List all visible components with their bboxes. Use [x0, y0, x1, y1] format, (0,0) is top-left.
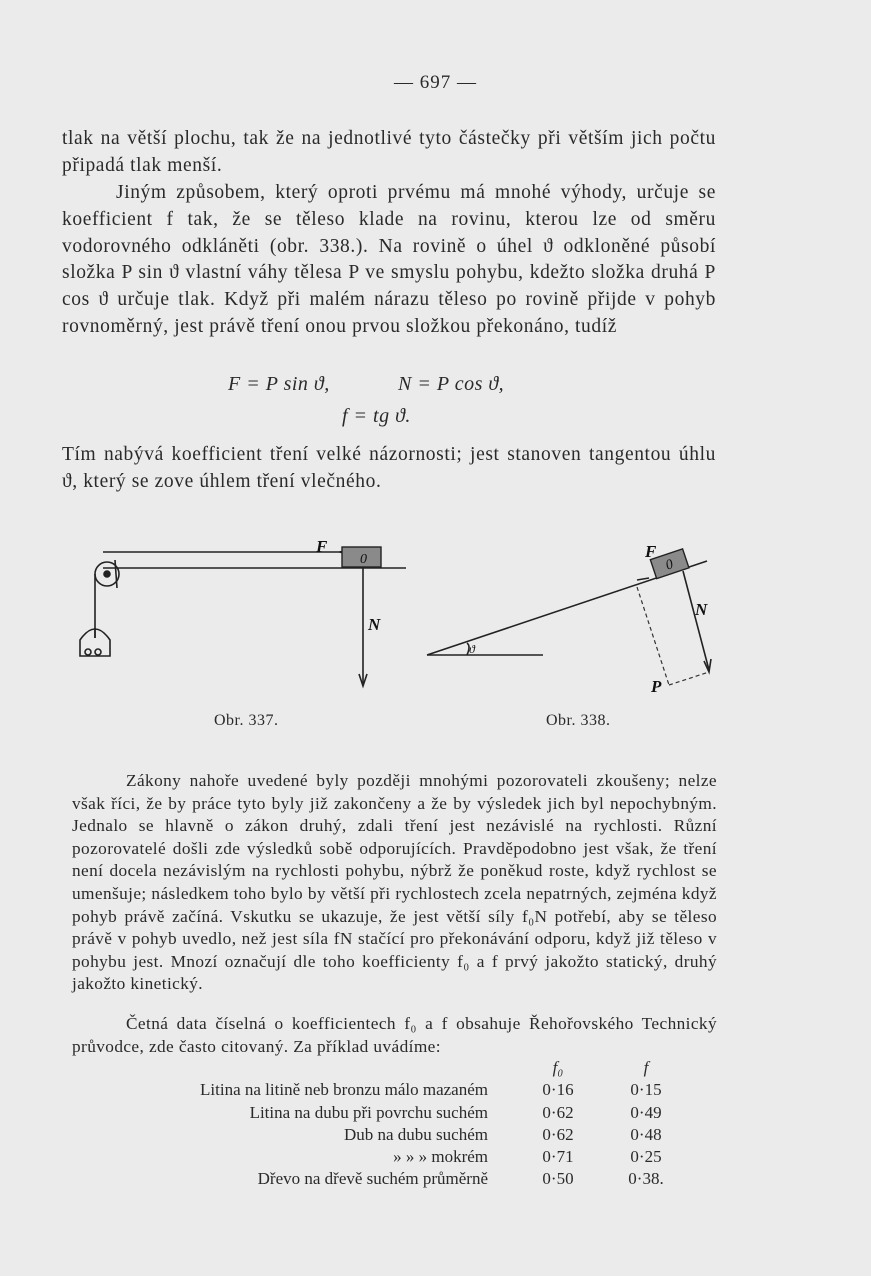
paragraph-data-source: Četná data číselná o koefficientech f₀ a f obsahuje Řehořovského Technický průvodce, zde často citovaný. Za příklad uvádíme:: [72, 1014, 717, 1056]
material-cell: Litina na dubu při povrchu suchém: [249, 1102, 488, 1122]
f-cell: 0·48: [630, 1124, 662, 1144]
f-cell: 0·49: [630, 1102, 662, 1122]
force-f-arrow: [637, 578, 649, 580]
caption-figure-337: Obr. 337.: [214, 712, 279, 729]
material-cell: » » » mokrém: [393, 1147, 488, 1167]
block-label: 0: [360, 552, 367, 567]
pulley-bracket: [115, 560, 117, 588]
figure-338-inclined-plane: [425, 535, 725, 705]
material-cell: Dub na dubu suchém: [343, 1124, 488, 1144]
normal-force-arrow: [683, 571, 709, 670]
figure-337-pulley-diagram: [70, 530, 420, 700]
material-cell: Litina na litině neb bronzu málo mazaném: [200, 1080, 488, 1100]
equation-friction-coefficient: f = tg ϑ.: [342, 405, 411, 427]
header-f0: f₀: [552, 1058, 564, 1077]
f-cell: 0·15: [630, 1080, 662, 1100]
pulley-axle: [104, 571, 110, 577]
paragraph-friction-laws: Zákony nahoře uvedené byly později mnohými pozorovateli zkoušeny; nelze však říci, že by práce tyto byly již zakončeny a že by výsledek jich byl nepochybným. Jednalo se hlavně o zákon druhý, zdali tření jest nezávislé na rychlosti. Různí pozorovatelé došli zde výsledků sobě odporujících. Pravděpodobno jest však, že tření není docela nezávislým na rychlosti pohybu, nýbrž že poněkud roste, když rychlost se umenšuje; následkem toho bylo by větší při rychlostech zcela nepatrných, zejména když pohyb právě začíná. Vskutku se ukazuje, že jest větší síly f₀N potřebí, aby se těleso právě v pohyb uvedlo, než jest síla fN stačící pro překonávání odporu, když již těleso v pohybu jest. Mnozí označují dle toho koefficienty f₀ a f prvý jakožto statický, druhý jakožto kinetický.: [72, 771, 717, 994]
f0-cell: 0·62: [542, 1124, 574, 1144]
f-cell: 0·38.: [628, 1169, 664, 1189]
f0-cell: 0·62: [542, 1102, 574, 1122]
equation-friction-force: F = P sin ϑ,: [228, 373, 330, 395]
header-f: f: [643, 1058, 649, 1077]
f0-cell: 0·16: [542, 1080, 574, 1100]
f0-cell: 0·50: [542, 1169, 574, 1189]
table-row: [90, 1147, 700, 1169]
f0-cell: 0·71: [542, 1147, 574, 1167]
table-row: [90, 1169, 700, 1191]
paragraph-continuation: tlak na větší plochu, tak že na jednotlivé tyto částečky při větším jich počtu připadá tlak menší.: [62, 128, 716, 176]
dashed-parallelogram-side: [669, 672, 709, 685]
label-force-n: N: [368, 615, 381, 634]
paragraph-inclined-plane-method: Jiným způsobem, který oproti prvému má mnohé výhody, určuje se koefficient f tak, že se těleso klade na rovinu, kterou lze od směru vodorovného odkláněti (obr. 338.). Na rovině o úhel ϑ odkloněné působí složka P sin ϑ vlastní váhy tělesa P ve smyslu pohybu, kdežto složka druhá P cos ϑ určuje tlak. Když při malém nárazu těleso po rovině přijde v pohyb rovnoměrný, jest právě tření onou prvou složkou překonáno, tudíž: [62, 182, 716, 337]
block-label: 0: [663, 557, 676, 574]
paragraph-friction-angle: Tím nabývá koefficient tření velké názornosti; jest stanoven tangentou úhlu ϑ, který se zove úhlem tření vlečného.: [62, 444, 716, 492]
f-cell: 0·25: [630, 1147, 662, 1167]
table-row: [90, 1125, 700, 1147]
caption-figure-338: Obr. 338.: [546, 712, 611, 729]
label-weight-p: P: [651, 677, 662, 696]
table-row: [90, 1080, 700, 1102]
friction-coefficients-table: [90, 1058, 700, 1192]
page-number: — 697 —: [394, 72, 477, 93]
equation-normal-force: N = P cos ϑ,: [398, 373, 505, 395]
label-force-f: F: [316, 537, 328, 556]
label-force-n: N: [695, 600, 708, 619]
material-cell: Dřevo na dřevě suchém průměrně: [257, 1169, 488, 1189]
dashed-weight-line: [637, 587, 669, 685]
table-row: [90, 1103, 700, 1125]
label-force-f: F: [645, 542, 657, 561]
table-header-row: [90, 1058, 700, 1080]
label-angle: ϑ: [469, 642, 475, 656]
